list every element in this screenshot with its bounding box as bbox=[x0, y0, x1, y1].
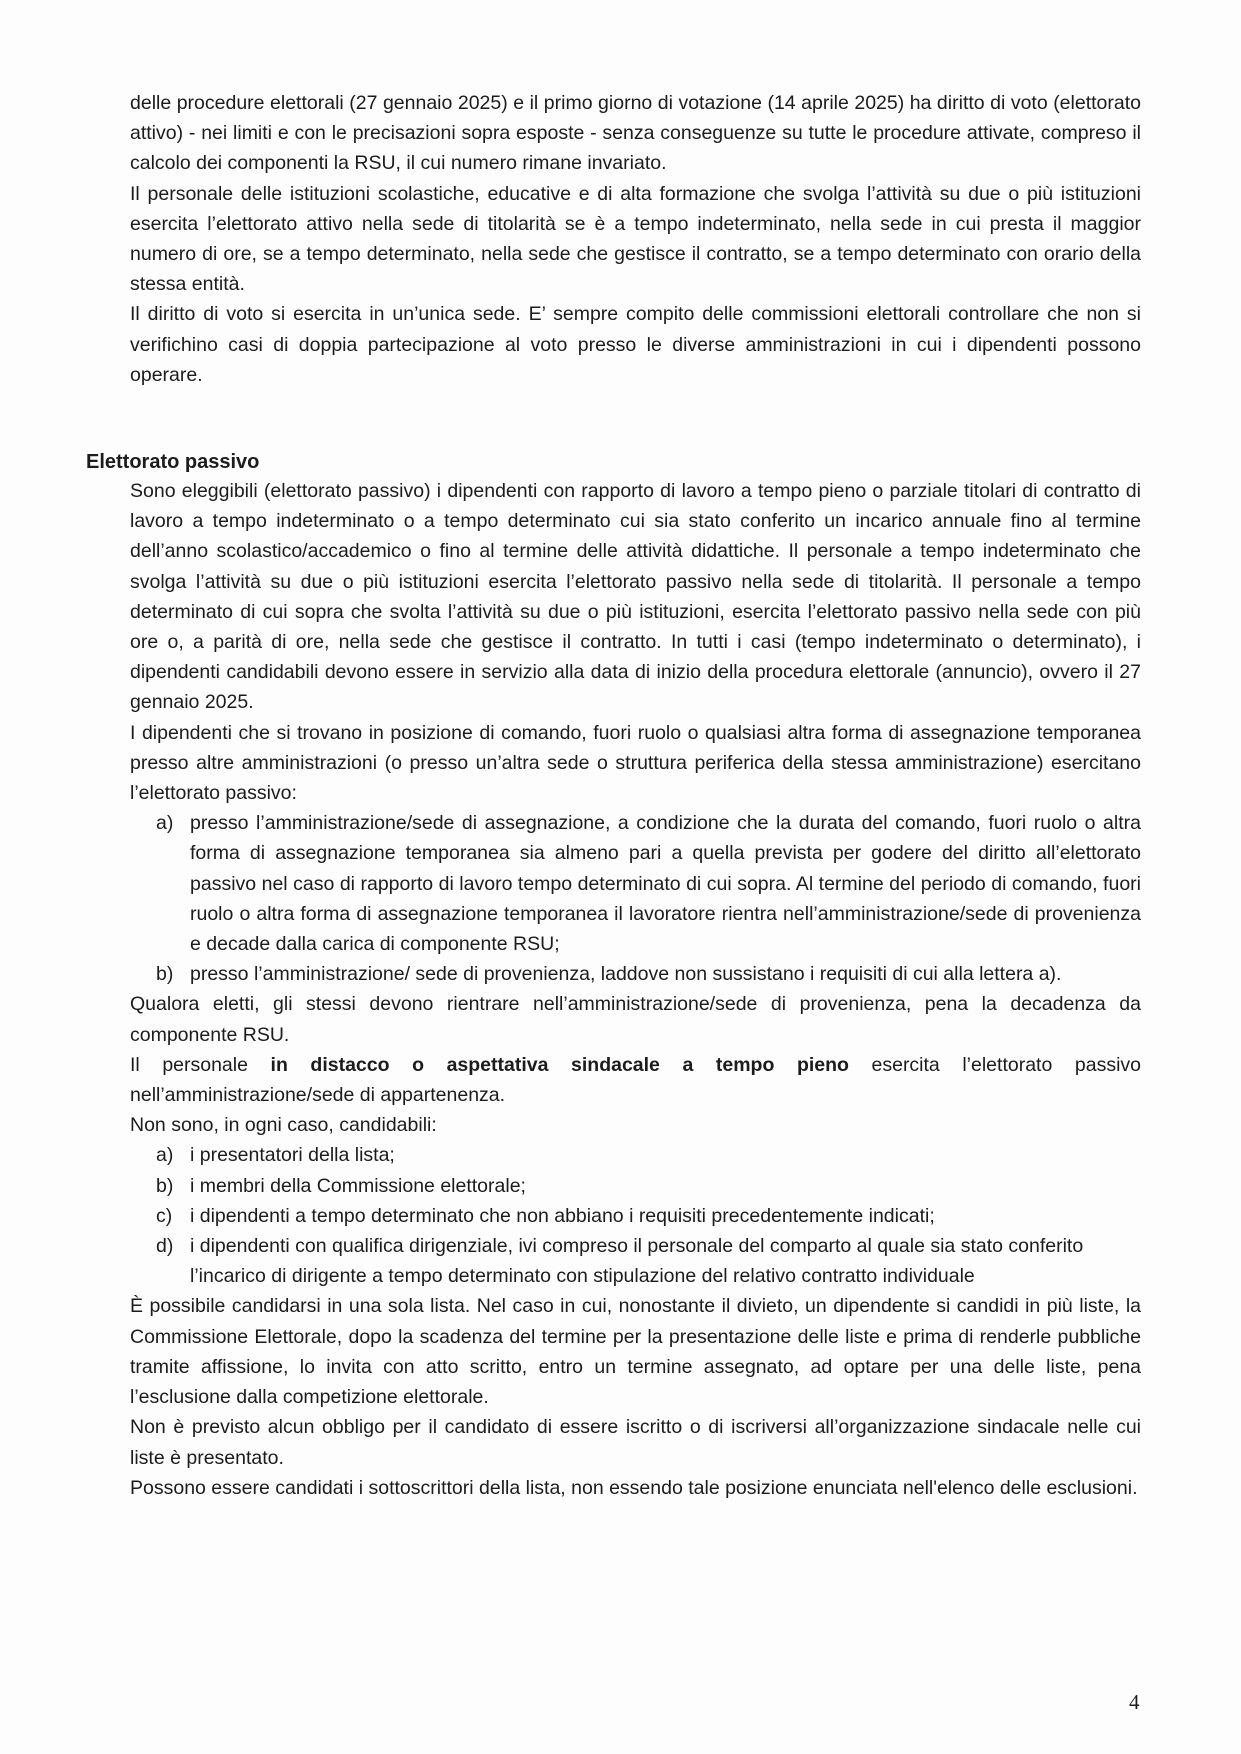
list-item-text: presso l’amministrazione/ sede di provenienza, laddove non sussistano i requisiti di cui alla lettera a). bbox=[190, 963, 1062, 986]
list-item bbox=[130, 1201, 1141, 1231]
body-paragraph bbox=[130, 1050, 1141, 1110]
exclusions-list bbox=[130, 1140, 1141, 1291]
section-body bbox=[130, 476, 1141, 1503]
list-item bbox=[130, 959, 1141, 989]
intro-paragraph: Il personale delle istituzioni scolastiche, educative e di alta formazione che svolga l’attività su due o più istituzioni esercita l’elettorato attivo nella sede di titolarità se è a tempo indeterminato, nella sede in cui presta il maggior numero di ore, se a tempo determinato, nella sede che gestisce il contratto, se a tempo determinato con orario della stessa entità. bbox=[130, 182, 1141, 296]
list-item bbox=[130, 1140, 1141, 1170]
body-paragraph: Possono essere candidati i sottoscrittori della lista, non essendo tale posizione enunciata nell'elenco delle esclusioni. bbox=[130, 1476, 1138, 1499]
body-paragraph: I dipendenti che si trovano in posizione di comando, fuori ruolo o qualsiasi altra forma di assegnazione temporanea presso altre amministrazioni (o presso un’altra sede o struttura periferica della stessa amministrazione) esercitano l’elettorato passivo: bbox=[130, 721, 1141, 805]
body-paragraph: Qualora eletti, gli stessi devono rientrare nell’amministrazione/sede di provenienza, pena la decadenza da componente RSU. bbox=[130, 993, 1141, 1046]
list-item-text: i dipendenti con qualifica dirigenziale, ivi compreso il personale del comparto al quale sia stato conferito l’incarico di dirigente a tempo determinato con stipulazione del relativo contratto individuale bbox=[190, 1235, 1084, 1288]
list-marker: c) bbox=[156, 1204, 173, 1227]
intro-paragraph: delle procedure elettorali (27 gennaio 2025) e il primo giorno di votazione (14 aprile 2025) ha diritto di voto (elettorato attivo) - nei limiti e con le precisazioni sopra esposte - senza conseguenze su tutte le procedure attivate, compreso il calcolo dei componenti la RSU, il cui numero rimane invariato. bbox=[130, 92, 1141, 175]
list-item-text: i dipendenti a tempo determinato che non abbiano i requisiti precedentemente indicati; bbox=[190, 1204, 935, 1227]
body-text: esercita l’elettorato passivo nell’amministrazione/sede di appartenenza. bbox=[130, 1053, 1141, 1107]
list-marker: a) bbox=[156, 812, 174, 835]
list-marker: d) bbox=[156, 1235, 174, 1258]
assignment-list bbox=[130, 808, 1141, 989]
list-marker: b) bbox=[156, 1174, 174, 1197]
page-number: 4 bbox=[1129, 1690, 1140, 1714]
list-marker: b) bbox=[156, 963, 174, 986]
body-text: Il personale bbox=[130, 1053, 271, 1076]
list-marker: a) bbox=[156, 1144, 174, 1167]
intro-block bbox=[130, 88, 1141, 390]
intro-paragraph: Il diritto di voto si esercita in un’unica sede. E’ sempre compito delle commissioni elettorali controllare che non si verifichino casi di doppia partecipazione al voto presso le diverse amministrazioni in cui i dipendenti possono operare. bbox=[130, 303, 1141, 386]
list-item-text: i presentatori della lista; bbox=[190, 1144, 395, 1167]
body-paragraph: Sono eleggibili (elettorato passivo) i dipendenti con rapporto di lavoro a tempo pieno o parziale titolari di contratto di lavoro a tempo indeterminato o a tempo determinato cui sia stato conferito un incarico annuale fino al termine dell’anno scolastico/accademico o fino al termine delle attività didattiche. Il personale a tempo indeterminato che svolga l’attività su due o più istituzioni esercita l’elettorato passivo nella sede di titolarità. Il personale a tempo determinato di cui sopra che svolta l’attività su due o più istituzioni, esercita l’elettorato passivo nella sede con più ore o, a parità di ore, nella sede che gestisce il contratto. In tutti i casi (tempo indeterminato o determinato), i dipendenti candidabili devono essere in servizio alla data di inizio della procedura elettorale (annuncio), ovvero il 27 gennaio 2025. bbox=[130, 480, 1141, 714]
body-paragraph: Non sono, in ogni caso, candidabili: bbox=[130, 1114, 437, 1137]
list-item-text: i membri della Commissione elettorale; bbox=[190, 1174, 526, 1197]
list-item bbox=[130, 1231, 1141, 1291]
body-paragraph: Non è previsto alcun obbligo per il candidato di essere iscritto o di iscriversi all’organizzazione sindacale nelle cui liste è presentato. bbox=[130, 1416, 1141, 1469]
section-heading: Elettorato passivo bbox=[86, 451, 260, 473]
list-item bbox=[130, 808, 1141, 959]
list-item bbox=[130, 1171, 1141, 1201]
bold-text: in distacco o aspettativa sindacale a tempo pieno bbox=[270, 1053, 849, 1076]
list-item-text: presso l’amministrazione/sede di assegnazione, a condizione che la durata del comando, fuori ruolo o altra forma di assegnazione temporanea sia almeno pari a quella prevista per godere del diritto all’elettorato passivo nel caso di rapporto di lavoro tempo determinato di cui sopra. Al termine del periodo di comando, fuori ruolo o altra forma di assegnazione temporanea il lavoratore rientra nell’amministrazione/sede di provenienza e decade dalla carica di componente RSU; bbox=[190, 812, 1141, 956]
body-paragraph: È possibile candidarsi in una sola lista. Nel caso in cui, nonostante il divieto, un dipendente si candidi in più liste, la Commissione Elettorale, dopo la scadenza del termine per la presentazione delle liste e prima di renderle pubbliche tramite affissione, lo invita con atto scritto, entro un termine assegnato, ad optare per una delle liste, pena l’esclusione dalla competizione elettorale. bbox=[130, 1295, 1141, 1409]
